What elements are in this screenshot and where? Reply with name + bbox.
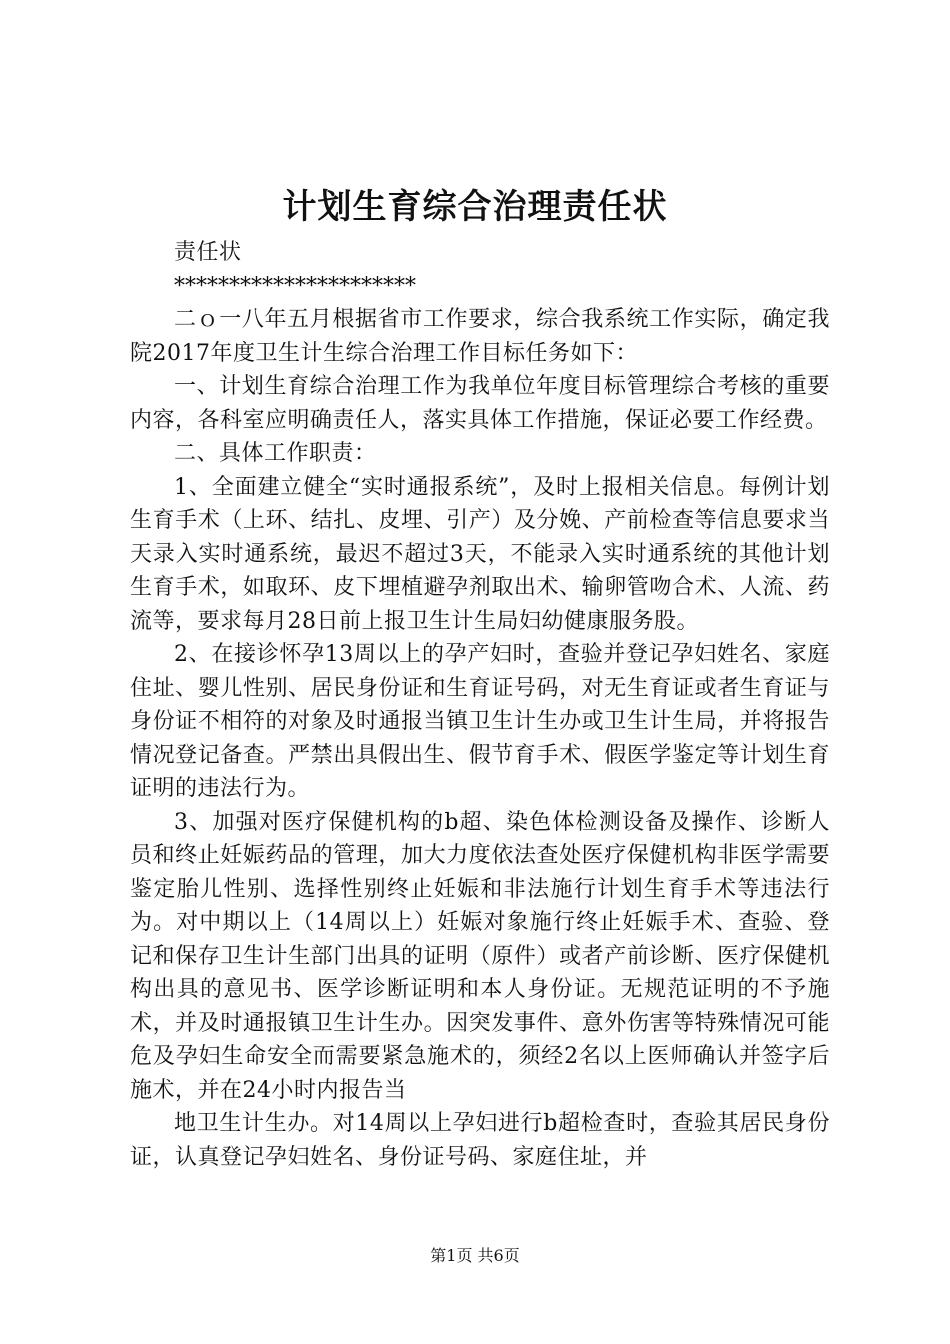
paragraph-duty-2: 2、在接诊怀孕13周以上的孕产妇时，查验并登记孕妇姓名、家庭住址、婴儿性别、居民身份证和生育证号码，对无生育证或者生育证与身份证不相符的对象及时通报当镇卫生计生办或卫生计生局，并将报告情况登记备查。严禁出具假出生、假节育手术、假医学鉴定等计划生育证明的违法行为。 (130, 642, 830, 801)
paragraph-duty-1: 1、全面建立健全“实时通报系统”，及时上报相关信息。每例计划生育手术（上环、结扎、皮埋、引产）及分娩、产前检查等信息要求当天录入实时通系统，最迟不超过3天，不能录入实时通系统的其他计划生育手术，如取环、皮下埋植避孕剂取出术、输卵管吻合术、人流、药流等，要求每月28日前上报卫生计生局妇幼健康服务股。 (130, 474, 830, 634)
document-title: 计划生育综合治理责任状 (282, 187, 668, 227)
paragraph-item-2-heading: 二、具体工作职责： (174, 441, 377, 466)
paragraph-heading-label: 责任状 (174, 240, 242, 265)
paragraph-intro: 二ｏ一八年五月根据省市工作要求，综合我系统工作实际，确定我院2017年度卫生计生综合治理工作目标任务如下： (130, 307, 830, 366)
paragraph-duty-3: 3、加强对医疗保健机构的b超、染色体检测设备及操作、诊断人员和终止妊娠药品的管理，加大力度依法查处医疗保健机构非医学需要鉴定胎儿性别、选择性别终止妊娠和非法施行计划生育手术等违法行为。对中期以上（14周以上）妊娠对象施行终止妊娠手术、查验、登记和保存卫生计生部门出具的证明（原件）或者产前诊断、医疗保健机构出具的意见书、医学诊断证明和本人身份证。无规范证明的不予施术，并及时通报镇卫生计生办。因突发事件、意外伤害等特殊情况可能危及孕妇生命安全而需要紧急施术的，须经2名以上医师确认并签字后施术，并在24小时内报告当 (130, 809, 830, 1103)
paragraph-separator: ********************** (174, 273, 416, 299)
document-body (130, 236, 830, 1174)
paragraph-continued: 地卫生计生办。对14周以上孕妇进行b超检查时，查验其居民身份证，认真登记孕妇姓名、身份证号码、家庭住址，并 (130, 1111, 830, 1170)
paragraph-item-1: 一、计划生育综合治理工作为我单位年度目标管理综合考核的重要内容，各科室应明确责任人，落实具体工作措施，保证必要工作经费。 (130, 374, 830, 433)
page-footer: 第1页 共6页 (430, 1246, 520, 1265)
